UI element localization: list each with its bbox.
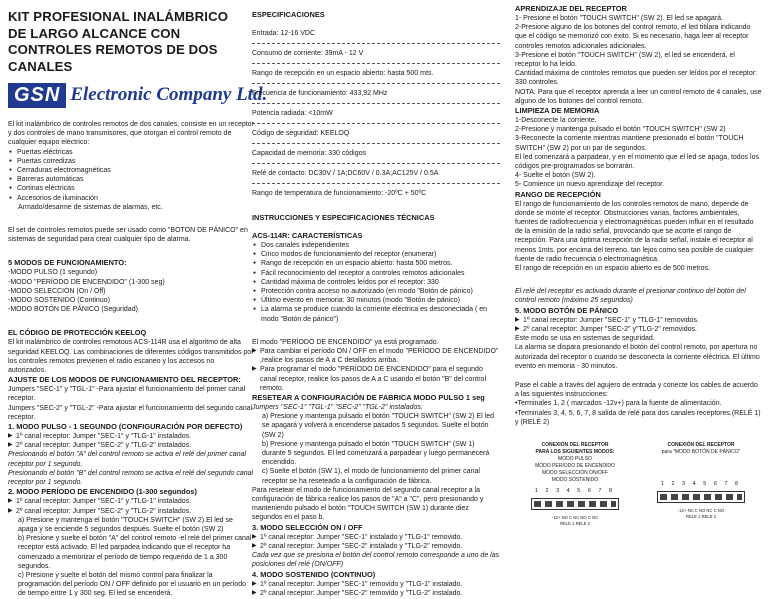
panic-note: El set de controles remotos puede ser usado como "BOTON DE PÁNICO" en sistemas de seguridad para crear cualquier tipo de alarma. bbox=[8, 227, 248, 244]
mode3-ch1: ▶ 1º canal receptor: Jumper "SEC-1" instalado y "TLG-1" removido. bbox=[252, 533, 500, 542]
mode2-ch1: ▶ 1º canal receptor: Jumper "SEC-1" y "TLG-1" instalados. bbox=[8, 497, 254, 506]
mode3-note: Cada vez que se presiona el botón del control remoto corresponde a uno de las posiciones del relé (ON/OFF) bbox=[252, 552, 500, 569]
reset-jumpers: Jumpers "SEC-1" "TGL-1" "SEC-2" "TGL-2" instalados. bbox=[252, 404, 423, 412]
adjust-text: Jumpers "SEC-1" y "TGL-1" -Para ajustar el funcionamiento del primer canal receptor. bbox=[8, 386, 246, 403]
mode5-ch2: ▶ 2º canal receptor: Jumper "SEC-2" y"TLG-2" removidos. bbox=[515, 325, 762, 334]
use-item: ● Puertas corredizas bbox=[8, 157, 254, 166]
periodo-text: El modo "PERÍODO DE ENCENDIDO" ya está programado. bbox=[252, 338, 439, 346]
terminal-block-icon bbox=[531, 498, 619, 510]
mode1-note: Presionando el botón "A" del control remoto se activa el relé del primer canal receptor por 1 segundo. bbox=[8, 451, 247, 468]
learn-step: 1- Presione el botón "TOUCH SWITCH" (SW 2). El led se apagará. bbox=[515, 15, 723, 22]
mode3-ch2: ▶ 2º canal receptor: Jumper "SEC-2" instalado y "TLG-2" removido. bbox=[252, 542, 500, 551]
mode4-ch2: ▶ 2º canal receptor: Jumper "SEC-2" removido y "TLG-2" instalado. bbox=[252, 589, 500, 598]
range-text: El rango de funcionamiento de los controles remotos de mano, depende de donde se monte el receptor. Obstrucciones varias, factores ambientales, fuentes de radiofrecuencia y electromagnéticas pueden influir en el resultado de la emisión de la radio señal, provocando que se acorte el rango de recepción. Para una óptima recepción de la radio señal, instale el receptor al menos 1mts. por encima del terreno, tan lejos como sea posible de cualquier fuente de radio frecuencia o electromagnética. bbox=[515, 200, 754, 263]
mode1-ch2: ▶ 2º canal receptor: Jumper "SEC-2" y "TLG-2" instalados. bbox=[8, 441, 254, 450]
use-item: ● Barreras automáticas bbox=[8, 175, 254, 184]
relay-note: El relé del receptor es activado durante el presionar continuo del botón del control remoto (máximo 25 segundos) bbox=[515, 288, 746, 305]
mode3-heading: 3. MODO SELECCIÓN ON / OFF bbox=[252, 522, 363, 532]
terminal-diagram-standard: CONEXIÓN DEL RECEPTOR PARA LOS SIGUIENTES MODOS: MODO PULSO MODO PERÍODO DE ENCENDIDO MODO SELECCIÓN ON/OFF MODO SOSTENIDO 1 2 3 4 5 6 7 8 -12+ NO C NC NO C NC RELE 1 RELE 2 bbox=[515, 442, 635, 526]
periodo-step: ▶ Para programar el modo "PERÍODO DE ENCENDIDO" para el segundo canal receptor, realice los pasos de A a C usando el botón "B" del control remoto. bbox=[252, 365, 500, 393]
feature-item: ● Protección contra acceso no autorizado (en modo "Botón de pánico) bbox=[252, 287, 500, 296]
mode4-heading: 4. MODO SOSTENIDO (CONTINUO) bbox=[252, 569, 376, 579]
terminal-diagram-panic: CONEXIÓN DEL RECEPTOR para "MODO BOTÓN DE PÁNICO" 1 2 3 4 5 6 7 8 -12+ NC C NO NC C NO RELE 1 RELE 2 bbox=[641, 442, 761, 519]
mode4-ch1: ▶ 1º canal receptor: Jumper "SEC-1" removido y "TLG-1" instalado. bbox=[252, 580, 500, 589]
mode2-step: c) Presione y suelte el botón del mismo control para finalizar la programación del período ON / OFF definido por el usuario en un período de tiempo entre 1 y 300 seg. El led se encenderá. bbox=[18, 571, 247, 598]
range-tail: El rango de recepción en un espacio abierto es de 500 metros. bbox=[515, 265, 710, 273]
document-title: KIT PROFESIONAL INALÁMBRICO DE LARGO ALCANCE CON CONTROLES REMOTOS DE DOS CANALES bbox=[8, 9, 229, 74]
mode5-heading: 5. MODO BOTÓN DE PÁNICO bbox=[515, 305, 619, 315]
mode1-ch1: ▶ 1º canal receptor: Jumper "SEC-1" y "TLG-1" instalados. bbox=[8, 432, 254, 441]
instructions-heading: INSTRUCCIONES Y ESPECIFICACIONES TÉCNICAS bbox=[252, 213, 435, 222]
reset-heading: RESETEAR A CONFIGURACIÓN DE FABRICA MODO PULSO 1 seg bbox=[252, 393, 485, 403]
mode2-heading: 2. MODO PERÍODO DE ENCENDIDO (1-300 segundos) bbox=[8, 487, 197, 497]
mode5-ch1: ▶ 1º canal receptor: Jumper "SEC-1" y "TLG-1" removidos. bbox=[515, 316, 762, 325]
mode1-note: Presionando el botón "B" del control remoto se activa el relé del segundo canal receptor por 1 segundo. bbox=[8, 469, 254, 487]
range-heading: RANGO DE RECEPCIÓN bbox=[515, 189, 601, 199]
spec-row: Capacidad de memoria: 330 códigos bbox=[252, 144, 500, 164]
company-logo bbox=[8, 78, 268, 112]
logo-text: Electronic Company Ltd. bbox=[70, 84, 268, 105]
mode-item: -MODO PULSO (1 segundo) bbox=[8, 269, 98, 277]
spec-row: Entrada: 12-16 VDC bbox=[252, 24, 500, 44]
modes-heading: 5 MODOS DE FUNCIONAMIENTO: bbox=[8, 258, 127, 268]
wiring-item: •Terminales 3, 4, 5, 6, 7, 8 salida de relé para dos canales receptores.(RELÉ 1) y (RELÉ 2) bbox=[515, 409, 761, 426]
use-item: ● Cortinas eléctricas bbox=[8, 184, 254, 193]
learn-step: 3-Presione el botón "TOUCH SWITCH" (SW 2), el led se encenderá, el receptor lo ha leído. bbox=[515, 51, 735, 69]
clear-step: 3-Reconecte la corriente mientras mantiene presionado el botón "TOUCH SWITCH" (SW 2) por un par de segundos. bbox=[515, 135, 744, 152]
spec-row: Relé de contacto: DC30V / 1A;DC60V / 0.3A;AC125V / 0.5A bbox=[252, 164, 500, 184]
mode2-step: a) Presione y mantenga el botón "TOUCH SWITCH" (SW 2).El led se apaga y se enciende 5 segundos después. Suelte el botón (SW 2) bbox=[18, 516, 233, 533]
keeloq-heading: EL CÓDIGO DE PROTECCIÓN KEELOQ bbox=[8, 328, 147, 338]
use-tail: Armado/desarme de sistemas de alarmas, etc. bbox=[18, 203, 163, 211]
adjust-text: Jumpers "SEC-2" y "TGL-2" -Para ajustar el funcionamiento del segundo canal receptor. bbox=[8, 404, 253, 421]
reset-tail: Para resetear el modo de funcionamiento del segundo canal receptor a la configuración de fábrica realice los pasos de "A" a "C", pero presionando y manteniendo pulsado el botón "TOUCH SWITCH (SW 1) durante diez segundos en el paso b. bbox=[252, 486, 484, 522]
spec-row: Consumo de corriente: 39mA - 12 V bbox=[252, 44, 500, 64]
use-item: ● Accesorios de iluminación bbox=[8, 194, 254, 203]
mode2-ch2: ▶ 2º canal receptor: Jumper "SEC-2" y "TLG-2" instalados. bbox=[8, 507, 254, 516]
mode-item: -MODO BOTÓN DE PÁNICO (Seguridad) bbox=[8, 306, 138, 314]
clear-step: 5- Comience un nuevo aprendizaje del receptor. bbox=[515, 181, 665, 189]
learn-step: 2-Presione alguno de los botones del control remoto, el led titilara indicando que el código se memorizó con éxito. Si es necesario, haga leer al receptor controles remotos adicionales adicionales. bbox=[515, 24, 751, 50]
clear-step: 4- Suelte el botón (SW 2). bbox=[515, 172, 596, 180]
reset-step: c) Suelte el botón (SW 1), el modo de funcionamiento del primer canal receptor se ha reseteado a la configuración de fábrica. bbox=[262, 468, 480, 485]
clear-step: 2-Presione y mantenga pulsado el botón "TOUCH SWITCH" (SW 2) bbox=[515, 126, 726, 134]
spec-row: Código de seguridad: KEELOQ bbox=[252, 124, 500, 144]
mode-item: -MODO SELECCIÓN (On / Off) bbox=[8, 287, 106, 295]
feature-item: ● La alarma se produce cuando la corriente eléctrica es desconectada ( en modo "Botón de pánico") bbox=[252, 305, 500, 323]
spec-row: Frecuencia de funcionamiento: 433,92 MHz bbox=[252, 84, 500, 104]
keeloq-text: El kit inalámbrico de controles remotous ACS-114R usa el algoritmo de alta seguridad KEELOQ. Las combinaciones de diferentes códigos transmitidos por los controles remotos previenen el radio escaneo y los accesos no autorizados. bbox=[8, 339, 254, 375]
feature-item: ● Cinco modos de funcionamiento del receptor (enumerar) bbox=[252, 250, 500, 259]
feature-item: ● Dos canales independientes bbox=[252, 241, 500, 250]
logo-mark: GSN bbox=[8, 83, 66, 108]
use-item: ● Cerraduras electromagnéticas bbox=[8, 166, 254, 175]
mode5-text: La alarma se dispara presionando el botón del control remoto, por apertura no autorizada del receptor o cuando se desconecta la corriente eléctrica. El último evento en memoria - 30 minutos. bbox=[515, 344, 760, 370]
reset-step: a) Presione y mantenga pulsado el botón "TOUCH SWITCH" (SW 2) El led se apagará y volverá a encenderse pasados 5 segundos. Suelte el botón (SW 2) bbox=[262, 413, 495, 439]
mode-item: -MODO SOSTENIDO (Continuo) bbox=[8, 297, 110, 305]
feature-item: ● Cantidad máxima de controles leídos por el receptor: 330 bbox=[252, 278, 500, 287]
use-item: ● Puertas eléctricas bbox=[8, 148, 254, 157]
clear-heading: LIMPIEZA DE MEMORIA bbox=[515, 106, 600, 116]
clear-step: 1-Desconecte la corriente. bbox=[515, 117, 597, 125]
mode2-step: b) Presione y suelte el botón "A" del control remoto -el relé del primer canal receptor está activado. El led parpadea indicando que el receptor ha comenzado a memorizar el período de tiempo requerido de 1 a 300 segundos. bbox=[18, 535, 252, 570]
intro-text: El kit inalámbrico de controles remotos de dos canales, consiste en un receptor y dos controles de mano transmisores, que otorgan el control remoto de cualquier equipo eléctrico: bbox=[8, 121, 254, 147]
learn-heading: APRENDIZAJE DEL RECEPTOR bbox=[515, 4, 627, 13]
mode5-text: Este modo se usa en sistemas de seguridad. bbox=[515, 335, 655, 343]
reset-step: b) Presione y mantenga pulsado el botón "TOUCH SWITCH" (SW 1) durante 5 segundos. El led comenzará a parpadear y luego permanecerá encendido. bbox=[262, 440, 490, 467]
mode-item: -MODO "PERÍODO DE ENCENDIDO" (1-300 seg) bbox=[8, 278, 165, 286]
spec-row: Rango de recepción en un espacio abierto: hasta 500 mts. bbox=[252, 64, 500, 84]
learn-step: Cantidad máxima de controles remotos que pueden ser leídos por el receptor: 330 controles. bbox=[515, 70, 758, 87]
feature-item: ● Fácil reconocimiento del receptor a controles remotos adicionales bbox=[252, 269, 500, 278]
spec-row: Potencia radiada: <10mW bbox=[252, 104, 500, 124]
learn-step: NOTA: Para que el receptor aprenda a leer un control remoto de 4 canales, use alguno de los botones del control remoto. bbox=[515, 88, 762, 105]
feature-item: ● Rango de recepción en un espacio abierto: hasta 500 metros. bbox=[252, 259, 500, 268]
specs-heading: ESPECIFICACIONES bbox=[252, 10, 325, 19]
terminal-block-icon bbox=[657, 491, 745, 503]
mode1-heading: 1. MODO PULSO - 1 SEGUNDO (CONFIGURACIÓN POR DEFECTO) bbox=[8, 422, 243, 432]
features-heading: ACS-114R: CARACTERÍSTICAS bbox=[252, 231, 363, 240]
periodo-step: ▶ Para cambiar el período ON / OFF en el modo "PERÍODO DE ENCENDIDO" ,realice los pasos de A a C detallados arriba. bbox=[252, 347, 500, 365]
adjust-heading: AJUSTE DE LOS MODOS DE FUNCIONAMIENTO DEL RECEPTOR: bbox=[8, 375, 241, 385]
spec-row: Rango de temperatura de funcionamiento: -20ºC + 50ºC bbox=[252, 190, 427, 197]
feature-item: ● Último evento en memoria: 30 minutos (modo "Botón de pánico) bbox=[252, 296, 500, 305]
clear-step: El led comenzará a parpadear, y en el momento que el led se apaga, todos los códigos pre-programados se borrarán. bbox=[515, 153, 759, 171]
wiring-text: Pase el cable a través del agujero de entrada y conecte los cables de acuerdo a las siguientes instrucciones: bbox=[515, 381, 758, 399]
column-left bbox=[8, 0, 268, 598]
column-middle bbox=[252, 0, 500, 597]
terminal-diagrams bbox=[515, 442, 761, 552]
wiring-item: •Terminales 1, 2 ( marcados -12v+) para la fuente de alimentación. bbox=[515, 400, 722, 408]
